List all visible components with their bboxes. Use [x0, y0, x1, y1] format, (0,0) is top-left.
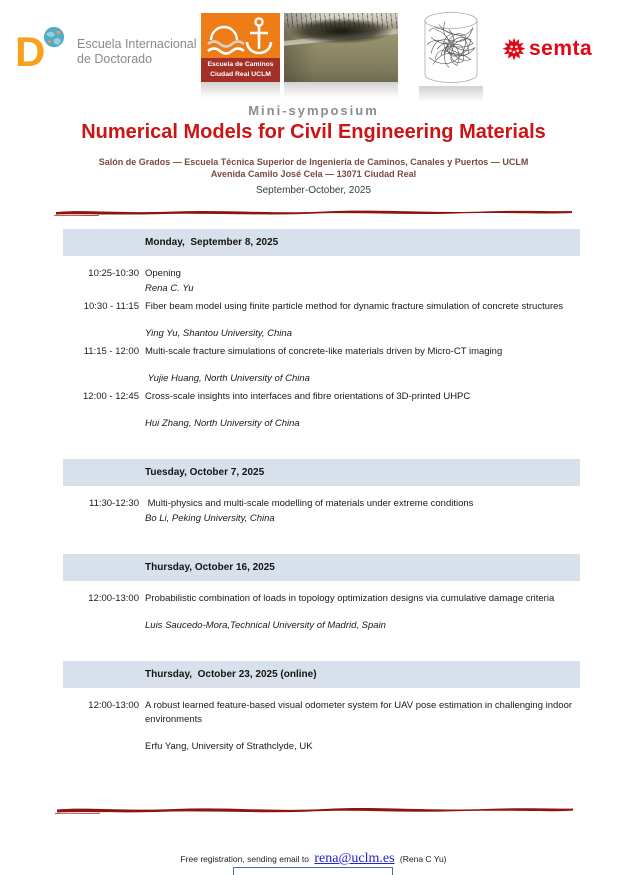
talk-row	[63, 267, 580, 296]
symposium-kicker: Mini-symposium	[248, 103, 379, 118]
session-block	[63, 229, 580, 431]
session-block	[63, 459, 580, 526]
talk-body	[145, 267, 580, 296]
talk-title: Probabilistic combination of loads in topology optimization designs via cumulative damage criteria	[145, 593, 555, 604]
talk-row	[63, 592, 580, 633]
talk-time: 12:00-13:00	[88, 593, 139, 604]
caminos-label-line1: Escuela de Caminos	[207, 61, 274, 68]
talk-body	[145, 699, 580, 754]
eid-letter: D	[15, 28, 45, 75]
session-items	[63, 486, 580, 526]
event-dates: September-October, 2025	[255, 185, 372, 196]
eid-logo	[15, 30, 197, 76]
photo-reflection	[284, 82, 398, 98]
talk-speaker: Hui Zhang, North University of China	[145, 418, 300, 429]
talk-title: Fiber beam model using finite particle method for dynamic fracture simulation of concrete structures	[145, 301, 564, 312]
caminos-label	[201, 58, 280, 82]
schedule	[63, 229, 580, 754]
session-items	[63, 688, 580, 754]
concrete-specimen-photo	[284, 13, 398, 82]
talk-time: 11:30-12:30	[88, 498, 139, 509]
gear-icon	[501, 36, 527, 62]
session-date-bar	[63, 554, 580, 581]
venue-line1: Salón de Grados — Escuela Técnica Superior de Ingeniería de Caminos, Canales y Puertos — UCLM	[98, 157, 529, 167]
talk-speaker: Bo Li, Peking University, China	[145, 513, 275, 524]
session-date-label: Thursday, October 16, 2025	[145, 562, 275, 573]
talk-row	[63, 390, 580, 431]
talk-time: 11:15 - 12:00	[83, 346, 139, 357]
session-date-label: Thursday, October 23, 2025 (online)	[145, 669, 317, 680]
talk-speaker: Ying Yu, Shantou University, China	[145, 328, 292, 339]
talk-body	[145, 300, 580, 341]
session-date-bar	[63, 661, 580, 688]
caminos-logo	[201, 13, 280, 82]
talk-row	[63, 345, 580, 386]
talk-speaker: Yujie Huang, North University of China	[145, 373, 310, 384]
logo-strip	[0, 0, 627, 95]
talk-title: Cross-scale insights into interfaces and fibre orientations of 3D-printed UHPC	[145, 391, 471, 402]
talk-row	[63, 699, 580, 754]
session-items	[63, 256, 580, 431]
semta-wordmark: semta	[529, 37, 593, 60]
globe-icon	[43, 26, 65, 48]
session-date-bar	[63, 229, 580, 256]
registration-contact-name: (Rena C Yu)	[399, 854, 447, 864]
venue-address	[0, 157, 627, 180]
talk-title: A robust learned feature-based visual odometer system for UAV pose estimation in challenging indoor environments	[145, 700, 575, 725]
talk-time: 10:25-10:30	[88, 268, 139, 279]
talk-title: Opening	[145, 268, 181, 279]
caminos-anchor-icon	[201, 13, 280, 58]
sketch-reflection	[419, 86, 483, 102]
talk-body	[145, 497, 580, 526]
registration-footer	[0, 851, 627, 867]
talk-title: Multi-physics and multi-scale modelling of materials under extreme conditions	[145, 498, 474, 509]
session-items	[63, 581, 580, 633]
eid-name-line1: Escuela Internacional	[77, 37, 197, 51]
talk-time: 12:00 - 12:45	[83, 391, 139, 402]
red-brush-divider-top	[54, 206, 574, 217]
eid-name-line2: de Doctorado	[77, 52, 153, 66]
semta-logo	[501, 36, 592, 62]
red-brush-divider-bottom	[55, 803, 575, 815]
registration-text: Free registration, sending email to	[180, 854, 309, 864]
talk-row	[63, 300, 580, 341]
session-block	[63, 554, 580, 633]
session-block	[63, 661, 580, 754]
eid-name	[77, 37, 197, 67]
talk-body	[145, 345, 580, 386]
talk-title: Multi-scale fracture simulations of concrete-like materials driven by Micro-CT imaging	[145, 346, 503, 357]
caminos-label-line2: Ciudad Real UCLM	[210, 71, 271, 78]
talk-time: 10:30 - 11:15	[83, 301, 139, 312]
talk-speaker: Erfu Yang, University of Strathclyde, UK	[145, 741, 313, 752]
talk-row	[63, 497, 580, 526]
fiber-cylinder-sketch	[419, 9, 483, 86]
session-date-bar	[63, 459, 580, 486]
page-title: Numerical Models for Civil Engineering Materials	[81, 121, 546, 143]
talk-body	[145, 592, 580, 633]
session-date-label: Monday, September 8, 2025	[145, 237, 279, 248]
registration-email-link[interactable]: rena@uclm.es	[314, 851, 395, 866]
eid-d-mark	[15, 30, 67, 76]
session-date-label: Tuesday, October 7, 2025	[145, 467, 265, 478]
venue-line2: Avenida Camilo José Cela — 13071 Ciudad Real	[210, 168, 417, 179]
talk-body	[145, 390, 580, 431]
caminos-reflection	[201, 82, 280, 98]
email-link-annotation-box[interactable]	[233, 867, 393, 875]
talk-time: 12:00-13:00	[88, 700, 139, 711]
talk-speaker: Luis Saucedo-Mora,Technical University of Madrid, Spain	[145, 620, 386, 631]
talk-speaker: Rena C. Yu	[145, 283, 194, 294]
